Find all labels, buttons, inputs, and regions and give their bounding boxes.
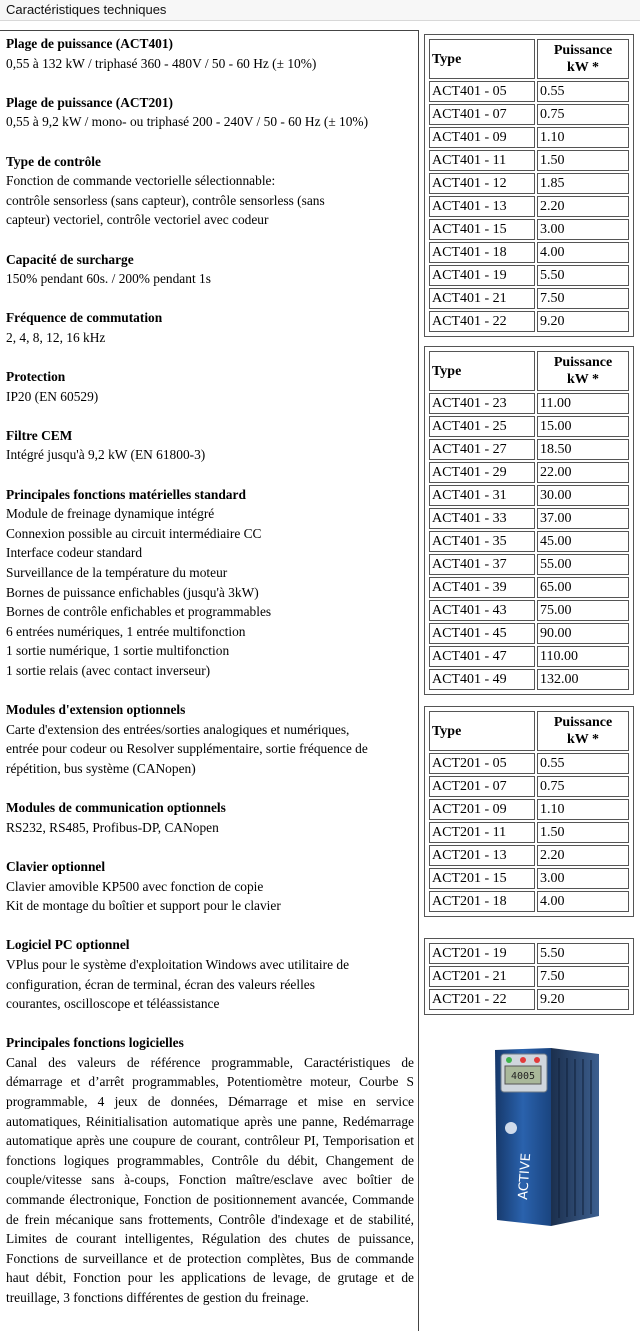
table-row (429, 265, 629, 286)
table-row (429, 462, 629, 483)
table-row (429, 966, 629, 987)
cell-type: ACT401 - 27 (429, 439, 535, 460)
table-row (429, 104, 629, 125)
cell-type: ACT401 - 07 (429, 104, 535, 125)
section-line: 0,55 à 132 kW / triphasé 360 - 480V / 50 - 60 Hz (± 10%) (6, 55, 317, 71)
table-row (429, 127, 629, 148)
cell-power: 55.00 (537, 554, 629, 575)
page-header (0, 0, 640, 21)
cell-type: ACT401 - 22 (429, 311, 535, 332)
cell-power: 45.00 (537, 531, 629, 552)
cell-type: ACT401 - 49 (429, 669, 535, 690)
table-row (429, 845, 629, 866)
table-row (429, 219, 629, 240)
cell-power: 15.00 (537, 416, 629, 437)
section-line: Module de freinage dynamique intégré (6, 506, 215, 522)
power-table-act201-b (424, 938, 634, 1015)
cell-power: 1.10 (537, 799, 629, 820)
section-line: IP20 (EN 60529) (6, 388, 99, 404)
table-row (429, 623, 629, 644)
cell-type: ACT401 - 29 (429, 462, 535, 483)
section-title: Modules d'extension optionnels (6, 702, 186, 718)
cell-power: 2.20 (537, 196, 629, 217)
header-power-unit: kW * (566, 60, 600, 75)
cell-type: ACT401 - 13 (429, 196, 535, 217)
cell-power: 0.75 (537, 776, 629, 797)
section-line: RS232, RS485, Profibus-DP, CANopen (6, 819, 219, 835)
cell-type: ACT401 - 12 (429, 173, 535, 194)
section-title: Fréquence de commutation (6, 310, 163, 326)
power-table-act201-a (424, 706, 634, 917)
table-header-row (429, 39, 629, 79)
section-line: 2, 4, 8, 12, 16 kHz (6, 329, 106, 345)
power-table-act401-a (424, 34, 634, 337)
section-line: Surveillance de la température du moteur (6, 565, 228, 581)
section-line: Fonction de commande vectorielle sélectionnable: (6, 173, 276, 189)
power-table (427, 349, 631, 692)
cell-type: ACT401 - 09 (429, 127, 535, 148)
table-row (429, 577, 629, 598)
cell-power: 4.00 (537, 891, 629, 912)
cell-type: ACT201 - 11 (429, 822, 535, 843)
header-power (537, 351, 629, 391)
cell-type: ACT401 - 45 (429, 623, 535, 644)
power-table (427, 37, 631, 334)
table-row (429, 416, 629, 437)
column-divider (418, 30, 419, 1331)
table-row (429, 288, 629, 309)
table-header-row (429, 711, 629, 751)
table-row (429, 485, 629, 506)
cell-type: ACT201 - 09 (429, 799, 535, 820)
keypad-green-button (506, 1057, 512, 1063)
section-line: 0,55 à 9,2 kW / mono- ou triphasé 200 - 240V / 50 - 60 Hz (± 10%) (6, 114, 369, 130)
spec-section (6, 426, 414, 465)
section-title: Principales fonctions matérielles standard (6, 486, 246, 502)
cell-power: 37.00 (537, 508, 629, 529)
section-line: Kit de montage du boîtier et support pour le clavier (6, 898, 281, 914)
section-title: Type de contrôle (6, 153, 101, 169)
cell-power: 9.20 (537, 989, 629, 1010)
cell-power: 30.00 (537, 485, 629, 506)
cell-power: 7.50 (537, 288, 629, 309)
section-line: capteur) vectoriel, contrôle vectoriel avec codeur (6, 212, 269, 228)
table-row (429, 600, 629, 621)
header-power-unit: kW * (566, 372, 600, 387)
cell-power: 5.50 (537, 943, 629, 964)
spec-section (6, 798, 414, 837)
cell-type: ACT401 - 39 (429, 577, 535, 598)
table-row (429, 554, 629, 575)
section-line: Interface codeur standard (6, 545, 143, 561)
table-row (429, 150, 629, 171)
cell-type: ACT201 - 18 (429, 891, 535, 912)
cell-power: 1.50 (537, 150, 629, 171)
header-type: Type (429, 351, 535, 391)
table-row (429, 646, 629, 667)
header-power (537, 39, 629, 79)
section-title: Logiciel PC optionnel (6, 937, 130, 953)
product-image (487, 1040, 607, 1230)
section-line: 1 sortie numérique, 1 sortie multifonction (6, 643, 230, 659)
cell-type: ACT401 - 37 (429, 554, 535, 575)
cell-type: ACT401 - 33 (429, 508, 535, 529)
section-line: 1 sortie relais (avec contact inverseur) (6, 663, 211, 678)
section-title: Protection (6, 369, 66, 385)
table-row (429, 311, 629, 332)
spec-section (6, 250, 414, 289)
table-row (429, 891, 629, 912)
cell-power: 11.00 (537, 393, 629, 414)
table-row (429, 753, 629, 774)
cell-type: ACT401 - 15 (429, 219, 535, 240)
table-row (429, 868, 629, 889)
header-power-unit: kW * (566, 732, 600, 747)
section-line: Intégré jusqu'à 9,2 kW (EN 61800-3) (6, 447, 206, 463)
table-row (429, 669, 629, 690)
section-line: Carte d'extension des entrées/sorties analogiques et numériques, (6, 721, 350, 737)
section-title: Plage de puissance (ACT401) (6, 36, 174, 51)
section-title: Filtre CEM (6, 427, 73, 443)
section-line: Clavier amovible KP500 avec fonction de copie (6, 878, 264, 894)
spec-section (6, 308, 414, 347)
spec-section (6, 935, 414, 1013)
cell-type: ACT201 - 05 (429, 753, 535, 774)
cell-type: ACT401 - 05 (429, 81, 535, 102)
table-row (429, 81, 629, 102)
cell-power: 90.00 (537, 623, 629, 644)
cell-power: 110.00 (537, 646, 629, 667)
page-title: Caractéristiques techniques (6, 2, 167, 17)
cell-power: 18.50 (537, 439, 629, 460)
product-logo (505, 1122, 517, 1134)
keypad-red-button (520, 1057, 526, 1063)
section-line: contrôle sensorless (sans capteur), contrôle sensorless (sans (6, 192, 325, 208)
cell-type: ACT401 - 11 (429, 150, 535, 171)
section-line: répétition, bus système (CANopen) (6, 760, 196, 776)
table-row (429, 531, 629, 552)
header-power-label: Puissance (553, 355, 613, 370)
power-table-act401-b (424, 346, 634, 695)
cell-power: 3.00 (537, 219, 629, 240)
specifications-column (6, 34, 414, 1327)
cell-power: 1.50 (537, 822, 629, 843)
section-title: Plage de puissance (ACT201) (6, 94, 174, 110)
cell-power: 7.50 (537, 966, 629, 987)
cell-power: 3.00 (537, 868, 629, 889)
table-row (429, 173, 629, 194)
cell-type: ACT401 - 19 (429, 265, 535, 286)
cell-type: ACT201 - 21 (429, 966, 535, 987)
cell-power: 0.55 (537, 81, 629, 102)
cell-type: ACT401 - 43 (429, 600, 535, 621)
table-row (429, 989, 629, 1010)
cell-type: ACT401 - 35 (429, 531, 535, 552)
cell-type: ACT201 - 19 (429, 943, 535, 964)
header-power-label: Puissance (553, 715, 613, 730)
section-title: Capacité de surcharge (6, 251, 134, 267)
cell-type: ACT401 - 25 (429, 416, 535, 437)
section-line: 6 entrées numériques, 1 entrée multifonction (6, 623, 246, 639)
section-line: entrée pour codeur ou Resolver supplémentaire, sortie fréquence de (6, 741, 368, 757)
table-row (429, 242, 629, 263)
cell-power: 0.75 (537, 104, 629, 125)
power-table (427, 941, 631, 1012)
cell-type: ACT201 - 07 (429, 776, 535, 797)
header-power-label: Puissance (553, 43, 613, 58)
table-row (429, 196, 629, 217)
cell-type: ACT401 - 47 (429, 646, 535, 667)
cell-power: 2.20 (537, 845, 629, 866)
cell-power: 1.10 (537, 127, 629, 148)
software-section (6, 1033, 414, 1307)
spec-section (6, 700, 414, 778)
cell-power: 4.00 (537, 242, 629, 263)
table-header-row (429, 351, 629, 391)
section-line: Bornes de contrôle enfichables et programmables (6, 604, 272, 620)
section-line: Bornes de puissance enfichables (jusqu'à 3kW) (6, 584, 259, 600)
header-type: Type (429, 39, 535, 79)
cell-type: ACT401 - 21 (429, 288, 535, 309)
cell-power: 132.00 (537, 669, 629, 690)
product-model-label: ACTIVE (516, 1152, 535, 1201)
cell-power: 22.00 (537, 462, 629, 483)
section-paragraph: Canal des valeurs de référence programmable, Caractéristiques de démarrage et d’arrêt programmables, Potentiomètre moteur, Courbe S programmable, 4 jeux de données, Démarrage et mise en service automatiques, Réinitialisation automatique après une panne, Redémarrage automatique après une coupure de courant, contrôleur PI, Temporisation et fonctions logiques programmables, Contrôle du débit, Changement de couple/vitesse sans à-coups, Fonction maître/esclave avec boîtier de commande électronique, Fonction de positionnement avancée, Commande de frein mécanique sans frottements, Contrôle d'indexage et de stabilité, Limites de courant intelligentes, Régulation des chutes de puissance, Fonctions de surveillance et de protection complètes, Bus de commande haut débit, Fonction pour les applications de levage, de grutage et de treuillage, 3 fonctions différentes de gestion du freinage. (6, 1054, 414, 1305)
section-title: Modules de communication optionnels (6, 800, 226, 816)
cell-type: ACT201 - 15 (429, 868, 535, 889)
spec-section (6, 367, 414, 406)
cell-type: ACT401 - 23 (429, 393, 535, 414)
table-row (429, 776, 629, 797)
section-line: courantes, oscilloscope et téléassistance (6, 996, 220, 1012)
section-line: 150% pendant 60s. / 200% pendant 1s (6, 271, 211, 287)
spec-section (6, 485, 414, 681)
cell-power: 5.50 (537, 265, 629, 286)
cell-power: 65.00 (537, 577, 629, 598)
cell-type: ACT201 - 22 (429, 989, 535, 1010)
table-row (429, 943, 629, 964)
power-table (427, 709, 631, 914)
spec-section (6, 93, 414, 132)
table-row (429, 508, 629, 529)
spec-section (6, 857, 414, 916)
keypad-red-button-2 (534, 1057, 540, 1063)
cell-power: 0.55 (537, 753, 629, 774)
table-row (429, 822, 629, 843)
cell-type: ACT401 - 31 (429, 485, 535, 506)
cell-type: ACT401 - 18 (429, 242, 535, 263)
header-power (537, 711, 629, 751)
table-row (429, 393, 629, 414)
section-title: Principales fonctions logicielles (6, 1035, 184, 1051)
section-line: Connexion possible au circuit intermédiaire CC (6, 525, 262, 541)
header-type: Type (429, 711, 535, 751)
cell-type: ACT201 - 13 (429, 845, 535, 866)
section-line: configuration, écran de terminal, écran des valeurs réelles (6, 976, 315, 992)
cell-power: 9.20 (537, 311, 629, 332)
keypad-display-value: 4005 (510, 1071, 536, 1082)
table-row (429, 439, 629, 460)
cell-power: 75.00 (537, 600, 629, 621)
spec-section (6, 34, 414, 73)
divider (0, 30, 418, 31)
table-row (429, 799, 629, 820)
section-title: Clavier optionnel (6, 858, 106, 874)
section-line: VPlus pour le système d'exploitation Windows avec utilitaire de (6, 956, 350, 972)
cell-power: 1.85 (537, 173, 629, 194)
spec-section (6, 152, 414, 230)
